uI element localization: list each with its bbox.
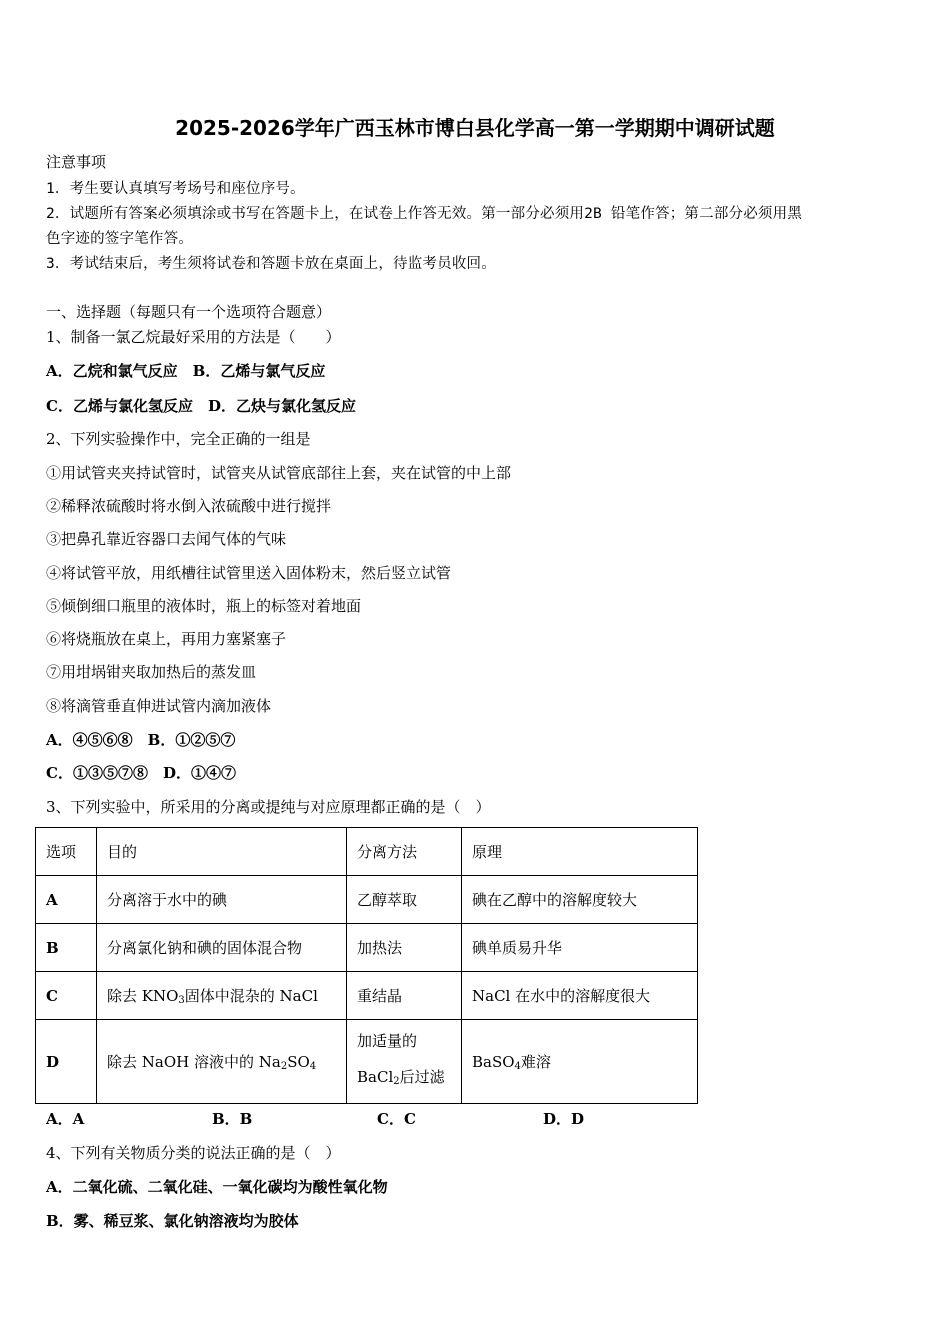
method-line: 加适量的 <box>357 1032 418 1050</box>
question-2-item: ④将试管平放，用纸槽往试管里送入固体粉末，然后竖立试管 <box>46 564 452 582</box>
table-cell-principle <box>462 1020 698 1104</box>
purpose-text: SO <box>287 1053 310 1071</box>
table-cell-principle: NaCl 在水中的溶解度很大 <box>462 972 698 1020</box>
notice-item: 色字迹的签字笔作答。 <box>46 231 193 247</box>
table-cell-option: D <box>36 1020 97 1104</box>
question-2-item: ②稀释浓硫酸时将水倒入浓硫酸中进行搅拌 <box>46 497 332 515</box>
question-3-option: A．A <box>46 1110 85 1128</box>
question-2-item: ⑥将烧瓶放在桌上，再用力塞紧塞子 <box>46 630 287 648</box>
question-2-item: ⑦用坩埚钳夹取加热后的蒸发皿 <box>46 663 257 681</box>
principle-text: 难溶 <box>520 1053 551 1071</box>
question-3-option: D．D <box>543 1110 585 1128</box>
question-4-stem: 4、下列有关物质分类的说法正确的是（ ） <box>46 1144 341 1162</box>
method-text: BaCl <box>357 1068 394 1086</box>
table-cell-purpose <box>97 972 347 1020</box>
question-3-stem: 3、下列实验中，所采用的分离或提纯与对应原理都正确的是（ ） <box>46 798 491 816</box>
table-row <box>36 876 698 924</box>
question-2-item: ③把鼻孔靠近容器口去闻气体的气味 <box>46 530 287 548</box>
table-header-cell: 选项 <box>36 828 97 876</box>
table-cell-option: A <box>36 876 97 924</box>
principle-text: BaSO <box>472 1053 515 1071</box>
notice-item: 1．考生要认真填写考场号和座位序号。 <box>46 181 305 197</box>
subscript: 3 <box>178 995 185 1006</box>
table-header-cell: 目的 <box>97 828 347 876</box>
question-2-stem: 2、下列实验操作中，完全正确的一组是 <box>46 430 311 448</box>
question-1-stem: 1、制备一氯乙烷最好采用的方法是（ ） <box>46 328 341 346</box>
table-row <box>36 1020 698 1104</box>
question-2-options-row2: C．①③⑤⑦⑧ D．①④⑦ <box>46 764 236 782</box>
question-2-options-row1: A．④⑤⑥⑧ B．①②⑤⑦ <box>46 731 236 749</box>
table-cell-option: C <box>36 972 97 1020</box>
table-cell-method: 加热法 <box>347 924 462 972</box>
purpose-text: 固体中混杂的 NaCl <box>184 987 318 1005</box>
subscript: 2 <box>280 1061 288 1072</box>
subscript: 4 <box>309 1061 317 1072</box>
table-cell-principle: 碘单质易升华 <box>462 924 698 972</box>
table-header-cell: 分离方法 <box>347 828 462 876</box>
purpose-text: 除去 NaOH 溶液中的 Na <box>107 1053 281 1071</box>
table-row <box>36 924 698 972</box>
table-row <box>36 972 698 1020</box>
table-cell-method: 重结晶 <box>347 972 462 1020</box>
notice-item: 3．考试结束后，考生须将试卷和答题卡放在桌面上，待监考员收回。 <box>46 256 496 272</box>
method-line <box>357 1059 451 1100</box>
table-header-row <box>36 828 698 876</box>
subscript: 2 <box>393 1076 400 1087</box>
subscript: 4 <box>514 1061 521 1072</box>
separation-table <box>35 827 698 1104</box>
question-2-item: ⑧将滴管垂直伸进试管内滴加液体 <box>46 697 272 715</box>
table-cell-principle: 碘在乙醇中的溶解度较大 <box>462 876 698 924</box>
purpose-text: 除去 KNO <box>107 987 179 1005</box>
table-cell-option: B <box>36 924 97 972</box>
notice-heading: 注意事项 <box>46 153 107 171</box>
table-cell-purpose <box>97 1020 347 1104</box>
method-text: 后过滤 <box>399 1068 445 1086</box>
notice-item: 2．试题所有答案必须填涂或书写在答题卡上，在试卷上作答无效。第一部分必须用2B 铅笔作答；第二部分必须用黑 <box>46 206 803 222</box>
question-1-options-row2: C．乙烯与氯化氢反应 D．乙炔与氯化氢反应 <box>46 397 356 415</box>
section-heading: 一、选择题（每题只有一个选项符合题意） <box>46 303 332 321</box>
question-2-item: ⑤倾倒细口瓶里的液体时，瓶上的标签对着地面 <box>46 597 362 615</box>
question-3-option: C．C <box>377 1110 416 1128</box>
table-header-cell: 原理 <box>462 828 698 876</box>
table-cell-method <box>347 1020 462 1104</box>
question-3-option: B．B <box>212 1110 253 1128</box>
table-cell-purpose: 分离溶于水中的碘 <box>97 876 347 924</box>
question-2-item: ①用试管夹夹持试管时，试管夹从试管底部往上套，夹在试管的中上部 <box>46 464 512 482</box>
table-cell-method: 乙醇萃取 <box>347 876 462 924</box>
page-title: 2025-2026学年广西玉林市博白县化学高一第一学期期中调研试题 <box>175 116 775 140</box>
question-1-options-row1: A．乙烷和氯气反应 B．乙烯与氯气反应 <box>46 362 326 380</box>
question-4-option-b: B．雾、稀豆浆、氯化钠溶液均为胶体 <box>46 1212 299 1230</box>
table-cell-purpose: 分离氯化钠和碘的固体混合物 <box>97 924 347 972</box>
question-4-option-a: A．二氧化硫、二氧化硅、一氧化碳均为酸性氧化物 <box>46 1178 388 1196</box>
